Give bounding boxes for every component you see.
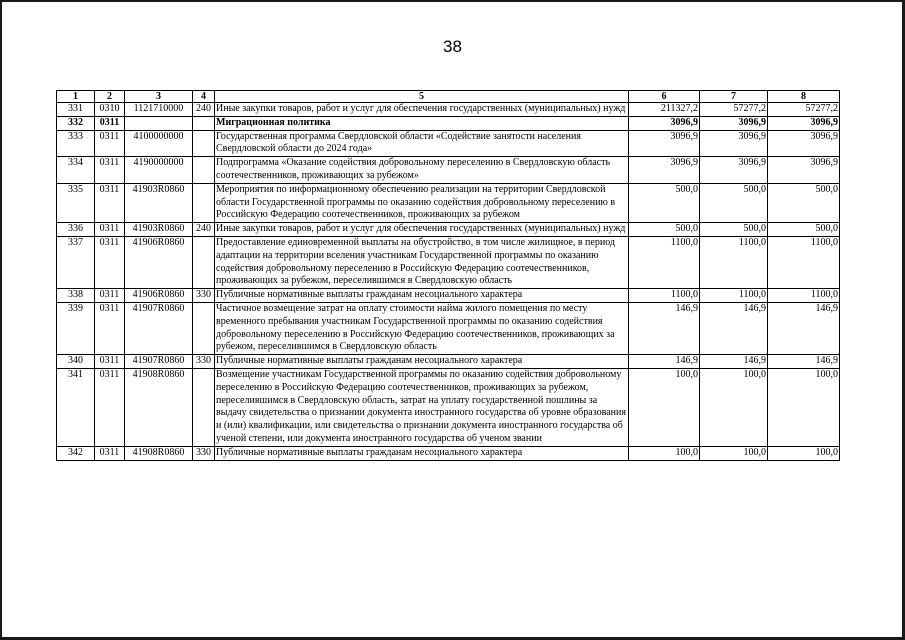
header-row [57,91,840,103]
amount-col6-cell: 3096,9 [629,116,700,130]
budget-table [56,90,840,461]
section-code-cell: 0311 [95,289,125,303]
amount-col8-cell: 500,0 [768,223,840,237]
expense-type-cell: 240 [193,103,215,117]
header-cell: 6 [629,91,700,103]
item-name-cell: Публичные нормативные выплаты гражданам несоциального характера [215,289,629,303]
item-name-cell: Возмещение участникам Государственной программы по оказанию содействия добровольному переселению в Российскую Федерацию соотечественников, проживающих за рубежом, переселившимся в Свердловскую область, затрат на уплату государственной пошлины за выдачу свидетельства о признании документа иностранного государства об уровне образования и (или) квалификации, или свидетельства о признании документа иностранного государства об ученой степени, или документа иностранного государства об ученом звании [215,368,629,446]
row-number-cell: 340 [57,355,95,369]
target-article-cell: 4190000000 [125,157,193,184]
table-row [57,368,840,446]
row-number-cell: 337 [57,236,95,288]
row-number-cell: 336 [57,223,95,237]
amount-col6-cell: 100,0 [629,368,700,446]
item-name-cell: Подпрограмма «Оказание содействия добровольному переселению в Свердловскую область соотечественников, проживающих за рубежом» [215,157,629,184]
row-number-cell: 339 [57,302,95,354]
expense-type-cell [193,157,215,184]
target-article-cell: 41908R0860 [125,446,193,460]
table-row [57,289,840,303]
header-cell: 1 [57,91,95,103]
amount-col7-cell: 100,0 [700,368,768,446]
section-code-cell: 0311 [95,355,125,369]
row-number-cell: 333 [57,130,95,157]
target-article-cell: 41903R0860 [125,183,193,222]
table-row [57,116,840,130]
section-code-cell: 0311 [95,368,125,446]
expense-type-cell [193,183,215,222]
amount-col7-cell: 3096,9 [700,116,768,130]
amount-col8-cell: 100,0 [768,368,840,446]
section-code-cell: 0311 [95,446,125,460]
section-code-cell: 0311 [95,223,125,237]
table-row [57,223,840,237]
target-article-cell: 41903R0860 [125,223,193,237]
target-article-cell: 41908R0860 [125,368,193,446]
table-row [57,236,840,288]
amount-col6-cell: 3096,9 [629,157,700,184]
amount-col6-cell: 1100,0 [629,289,700,303]
row-number-cell: 331 [57,103,95,117]
amount-col8-cell: 3096,9 [768,116,840,130]
amount-col8-cell: 1100,0 [768,289,840,303]
amount-col7-cell: 146,9 [700,302,768,354]
amount-col8-cell: 146,9 [768,302,840,354]
expense-type-cell [193,302,215,354]
header-cell: 8 [768,91,840,103]
item-name-cell: Мероприятия по информационному обеспечению реализации на территории Свердловской области Государственной программы по оказанию содействия добровольному переселению в Российскую Федерацию соотечественников, проживающих за рубежом [215,183,629,222]
page-number: 38 [443,37,462,56]
item-name-cell: Иные закупки товаров, работ и услуг для обеспечения государственных (муниципальных) нужд [215,103,629,117]
target-article-cell: 41906R0860 [125,289,193,303]
section-code-cell: 0311 [95,183,125,222]
amount-col8-cell: 500,0 [768,183,840,222]
expense-type-cell: 330 [193,355,215,369]
row-number-cell: 334 [57,157,95,184]
table-row [57,130,840,157]
expense-type-cell [193,130,215,157]
amount-col7-cell: 1100,0 [700,236,768,288]
target-article-cell: 41907R0860 [125,302,193,354]
amount-col7-cell: 57277,2 [700,103,768,117]
header-cell: 4 [193,91,215,103]
item-name-cell: Государственная программа Свердловской области «Содействие занятости населения Свердловской области до 2024 года» [215,130,629,157]
table-row [57,446,840,460]
scan-border-top [0,0,905,2]
amount-col8-cell: 3096,9 [768,157,840,184]
row-number-cell: 335 [57,183,95,222]
amount-col6-cell: 500,0 [629,183,700,222]
item-name-cell: Публичные нормативные выплаты гражданам несоциального характера [215,355,629,369]
expense-type-cell: 240 [193,223,215,237]
section-code-cell: 0311 [95,157,125,184]
target-article-cell: 41907R0860 [125,355,193,369]
row-number-cell: 332 [57,116,95,130]
item-name-cell: Миграционная политика [215,116,629,130]
amount-col8-cell: 57277,2 [768,103,840,117]
expense-type-cell [193,116,215,130]
amount-col7-cell: 3096,9 [700,130,768,157]
amount-col6-cell: 211327,2 [629,103,700,117]
table-row [57,302,840,354]
amount-col6-cell: 1100,0 [629,236,700,288]
section-code-cell: 0311 [95,302,125,354]
target-article-cell: 4100000000 [125,130,193,157]
expense-type-cell: 330 [193,446,215,460]
amount-col8-cell: 146,9 [768,355,840,369]
header-cell: 2 [95,91,125,103]
table-row [57,103,840,117]
amount-col6-cell: 146,9 [629,355,700,369]
amount-col6-cell: 3096,9 [629,130,700,157]
item-name-cell: Предоставление единовременной выплаты на обустройство, в том числе жилищное, в период адаптации на территории вселения участникам Государственной программы по оказанию содействия добровольному переселению в Российскую Федерацию соотечественников, проживающих за рубежом, переселившимся в Свердловскую область [215,236,629,288]
item-name-cell: Публичные нормативные выплаты гражданам несоциального характера [215,446,629,460]
section-code-cell: 0311 [95,116,125,130]
amount-col7-cell: 1100,0 [700,289,768,303]
amount-col8-cell: 3096,9 [768,130,840,157]
item-name-cell: Иные закупки товаров, работ и услуг для обеспечения государственных (муниципальных) нужд [215,223,629,237]
header-cell: 3 [125,91,193,103]
target-article-cell: 41906R0860 [125,236,193,288]
amount-col6-cell: 146,9 [629,302,700,354]
table-row [57,355,840,369]
row-number-cell: 338 [57,289,95,303]
amount-col6-cell: 100,0 [629,446,700,460]
header-cell: 7 [700,91,768,103]
amount-col7-cell: 500,0 [700,223,768,237]
amount-col7-cell: 100,0 [700,446,768,460]
row-number-cell: 341 [57,368,95,446]
section-code-cell: 0311 [95,236,125,288]
expense-type-cell [193,368,215,446]
amount-col8-cell: 100,0 [768,446,840,460]
section-code-cell: 0310 [95,103,125,117]
target-article-cell [125,116,193,130]
expense-type-cell: 330 [193,289,215,303]
scan-border-left [0,0,2,640]
table-row [57,157,840,184]
amount-col7-cell: 3096,9 [700,157,768,184]
expense-type-cell [193,236,215,288]
amount-col6-cell: 500,0 [629,223,700,237]
header-cell: 5 [215,91,629,103]
target-article-cell: 1121710000 [125,103,193,117]
row-number-cell: 342 [57,446,95,460]
item-name-cell: Частичное возмещение затрат на оплату стоимости найма жилого помещения по месту временного пребывания участникам Государственной программы по оказанию содействия добровольному переселению в Российскую Федерацию соотечественников, проживающих за рубежом, переселившимся в Свердловскую область [215,302,629,354]
table-row [57,183,840,222]
amount-col8-cell: 1100,0 [768,236,840,288]
amount-col7-cell: 500,0 [700,183,768,222]
section-code-cell: 0311 [95,130,125,157]
amount-col7-cell: 146,9 [700,355,768,369]
